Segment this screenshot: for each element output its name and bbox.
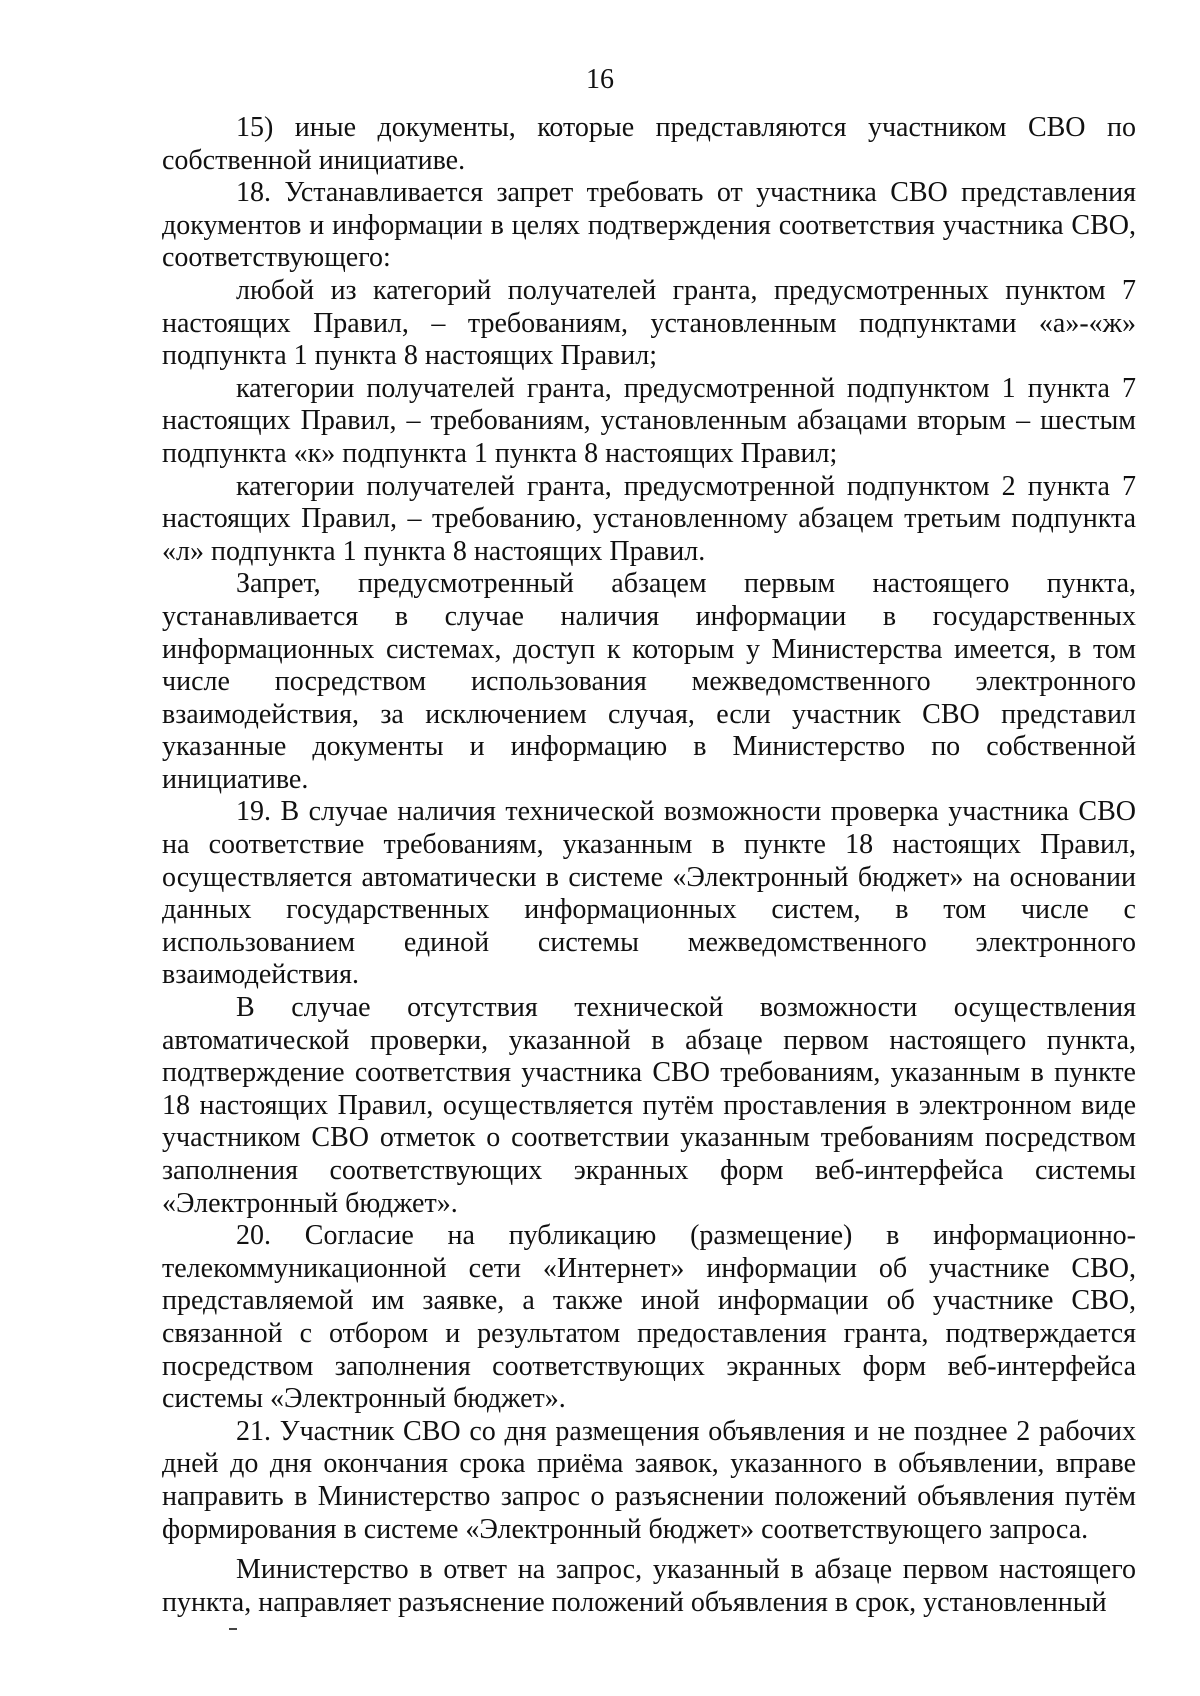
paragraph-category-any: любой из категорий получателей гранта, предусмотренных пунктом 7 настоящих Правил, – требованиям, установленным подпунктами «а»-«ж» подпункта 1 пункта 8 настоящих Правил;: [162, 274, 1136, 372]
paragraph-category-2: категории получателей гранта, предусмотренной подпунктом 2 пункта 7 настоящих Правил, – требованию, установленному абзацем третьим подпункта «л» подпункта 1 пункта 8 настоящих Правил.: [162, 470, 1136, 567]
paragraph-ministry-response: Министерство в ответ на запрос, указанный в абзаце первом настоящего пункта, направляет разъяснение положений объявления в срок, установленный: [162, 1554, 1136, 1618]
paragraph-item-19: 19. В случае наличия технической возможности проверка участника СВО на соответствие требованиям, указанным в пункте 18 настоящих Правил, осуществляется автоматически в системе «Электронный бюджет» на основании данных государственных информационных систем, в том числе с использованием единой системы межведомственного электронного взаимодействия.: [162, 796, 1136, 991]
paragraph-item-18: 18. Устанавливается запрет требовать от участника СВО представления документов и информации в целях подтверждения соответствия участника СВО, соответствующего:: [162, 177, 1136, 274]
paragraph-manual-check: В случае отсутствия технической возможности осуществления автоматической проверки, указанной в абзаце первом настоящего пункта, подтверждение соответствия участника СВО требованиям, указанным в пункте 18 настоящих Правил, осуществляется путём проставления в электронном виде участником СВО отметок о соответствии указанным требованиям посредством заполнения соответствующих экранных форм веб-интерфейса системы «Электронный бюджет».: [162, 992, 1136, 1219]
paragraph-item-21: 21. Участник СВО со дня размещения объявления и не позднее 2 рабочих дней до дня окончания срока приёма заявок, указанного в объявлении, вправе направить в Министерство запрос о разъяснении положений объявления путём формирования в системе «Электронный бюджет» соответствующего запроса.: [162, 1415, 1136, 1545]
paragraph-category-1: категории получателей гранта, предусмотренной подпунктом 1 пункта 7 настоящих Правил, – требованиям, установленным абзацами вторым – шестым подпункта «к» подпункта 1 пункта 8 настоящих Правил;: [162, 372, 1136, 469]
paragraph-prohibition: Запрет, предусмотренный абзацем первым настоящего пункта, устанавливается в случае наличия информации в государственных информационных системах, доступ к которым у Министерства имеется, в том числе посредством использования межведомственного электронного взаимодействия, за исключением случая, если участник СВО представил указанные документы и информацию в Министерство по собственной инициативе.: [162, 568, 1136, 795]
document-body: [162, 112, 1136, 1619]
paragraph-item-20: 20. Согласие на публикацию (размещение) в информационно-телекоммуникационной сети «Интернет» информации об участнике СВО, представляемой им заявке, а также иной информации об участнике СВО, связанной с отбором и результатом предоставления гранта, подтверждается посредством заполнения соответствующих экранных форм веб-интерфейса системы «Электронный бюджет».: [162, 1220, 1136, 1415]
page-number: 16: [586, 64, 614, 95]
scan-mark: [229, 1628, 237, 1630]
paragraph-item-15: 15) иные документы, которые представляются участником СВО по собственной инициативе.: [162, 112, 1136, 176]
